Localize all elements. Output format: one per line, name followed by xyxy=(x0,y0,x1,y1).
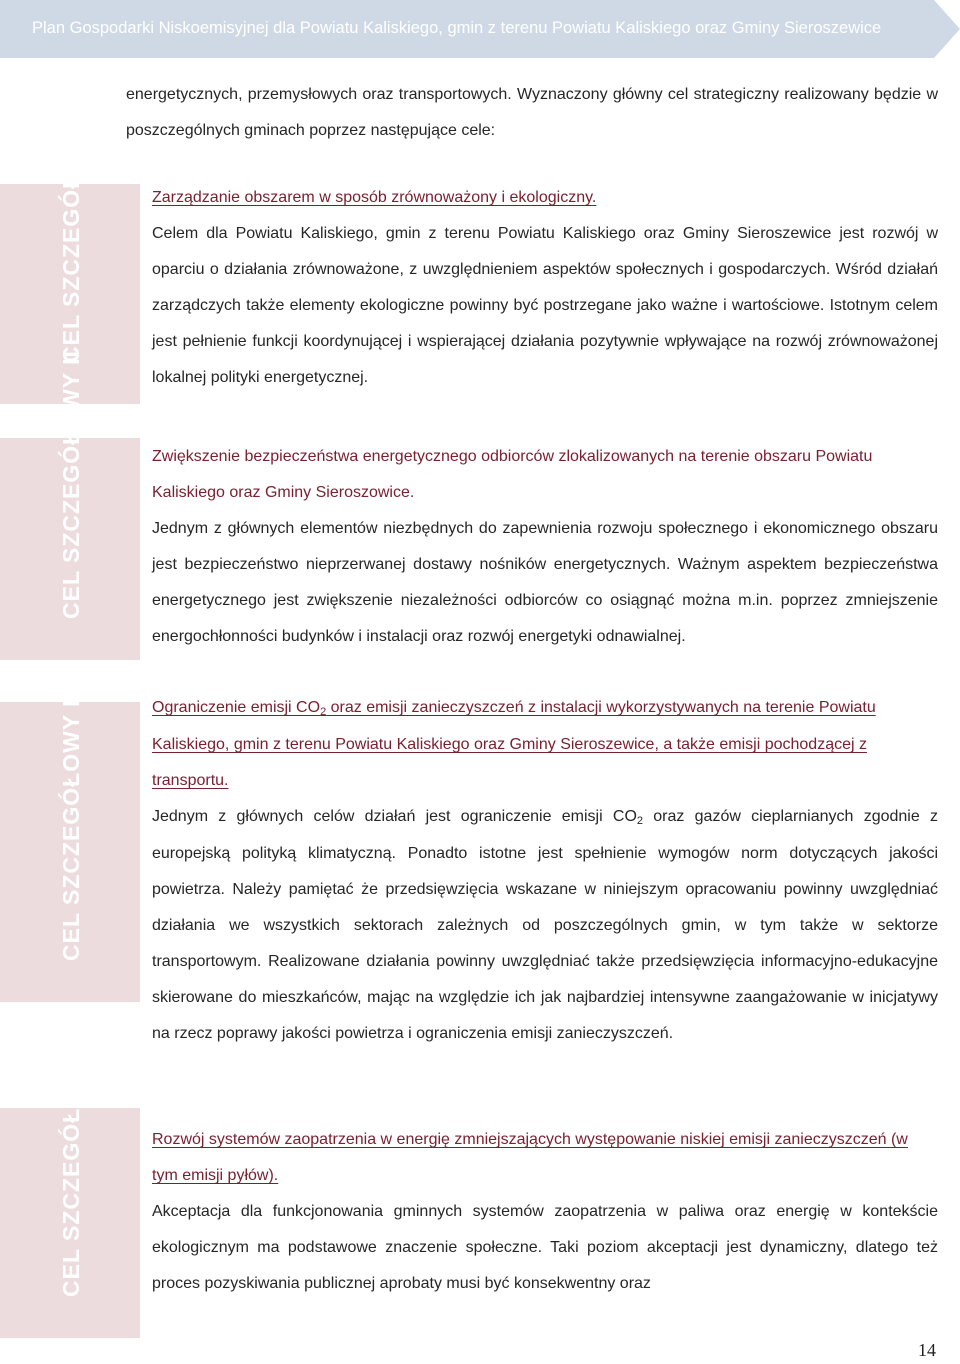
goal-label-2: CEL SZCZEGÓŁOWY II xyxy=(58,350,84,619)
goal-label-1: CEL SZCZEGÓŁOWY I xyxy=(58,101,84,363)
goal-body-3-sub: 2 xyxy=(636,815,644,827)
goal-band-2 xyxy=(0,350,140,660)
goal-section-3 xyxy=(152,690,938,1052)
goal-body-3 xyxy=(152,799,938,1052)
goal-heading-2: Zwiększenie bezpieczeństwa energetycznego odbiorców zlokalizowanych na terenie obszaru Powiatu Kaliskiego oraz Gminy Sieroszowice. xyxy=(152,448,873,501)
goal-heading-1: Zarządzanie obszarem w sposób zrównoważony i ekologiczny. xyxy=(152,189,597,206)
header-title: Plan Gospodarki Niskoemisyjnej dla Powiatu Kaliskiego, gmin z terenu Powiatu Kaliskiego oraz Gminy Sieroszewice xyxy=(32,19,882,37)
goal-label-4: CEL SZCZEGÓŁOWY IV xyxy=(58,1019,84,1297)
goal-heading-4: Rozwój systemów zaopatrzenia w energię zmniejszających występowanie niskiej emisji zanieczyszczeń (w tym emisji pyłów). xyxy=(152,1131,908,1184)
page-number: 14 xyxy=(918,1340,936,1360)
goal-section-1 xyxy=(152,180,938,396)
goal-heading-3-sub: 2 xyxy=(320,706,327,718)
goal-body-1: Celem dla Powiatu Kaliskiego, gmin z terenu Powiatu Kaliskiego oraz Gminy Sieroszewice jest rozwój w oparciu o działania zrównoważone, z uwzględnieniem aspektów społecznych i gospodarczych. Wśród działań zarządczych także elementy ekologiczne powinny być postrzegane jako ważne i wartościowe. Istotnym celem jest pełnienie funkcji koordynującej i wspierającej działania pozytywnie wpływające na rozwój zrównoważonej lokalnej polityki energetycznej. xyxy=(152,225,938,386)
goal-body-3-post: oraz gazów cieplarnianych zgodnie z europejską polityką klimatyczną. Ponadto istotne jest spełnienie wymogów norm dotyczących jakości powietrza. Należy pamiętać że przedsięwzięcia wskazane w niniejszym opracowaniu powinny uwzględniać działania we wszystkich sektorach zależnych od poszczególnych gmin, w tym także w sektorze transportowym. Realizowane działania powinny uwzględniać także przedsięwzięcia informacyjno-edukacyjne skierowane do mieszkańców, mając na względzie ich jak najbardziej intensywne zaangażowanie w inicjatywy na rzecz poprawy jakości powietrza i ograniczenia emisji zanieczyszczeń. xyxy=(152,808,938,1042)
goal-heading-3-post: oraz emisji zanieczyszczeń z instalacji wykorzystywanych na terenie Powiatu Kaliskiego, gmin z terenu Powiatu Kaliskiego oraz Gminy Sieroszewice, a także emisji pochodzącej z transportu. xyxy=(152,699,876,789)
intro-paragraph: energetycznych, przemysłowych oraz transportowych. Wyznaczony główny cel strategiczny realizowany będzie w poszczególnych gminach poprzez następujące cele: xyxy=(126,86,938,139)
page-header xyxy=(0,0,960,58)
goal-band-3 xyxy=(0,684,140,1002)
goal-section-2 xyxy=(152,439,938,655)
goal-heading-3 xyxy=(152,690,938,799)
goal-band-4 xyxy=(0,1019,140,1338)
goal-heading-3-pre: Ograniczenie emisji CO xyxy=(152,699,321,716)
goal-body-4: Akceptacja dla funkcjonowania gminnych systemów zaopatrzenia w paliwa oraz energię w kontekście ekologicznym ma podstawowe znaczenie społeczne. Taki poziom akceptacji jest dynamiczny, dlatego też proces pozyskiwania publicznej aprobaty musi być konsekwentny oraz xyxy=(152,1203,938,1292)
goal-section-4 xyxy=(152,1122,938,1302)
goal-label-3: CEL SZCZEGÓŁOWY III xyxy=(58,684,84,961)
header-arrow-decoration xyxy=(934,0,960,58)
goal-body-3-pre: Jednym z głównych celów działań jest ograniczenie emisji CO xyxy=(152,808,637,825)
goal-body-2: Jednym z głównych elementów niezbędnych do zapewnienia rozwoju społecznego i ekonomicznego obszaru jest bezpieczeństwo nieprzerwanej dostawy nośników energetycznych. Ważnym aspektem bezpieczeństwa energetycznego jest zwiększenie niezależności odbiorców co osiągnąć można m.in. poprzez zmniejszenie energochłonności budynków i instalacji oraz rozwój energetyki odnawialnej. xyxy=(152,520,938,645)
